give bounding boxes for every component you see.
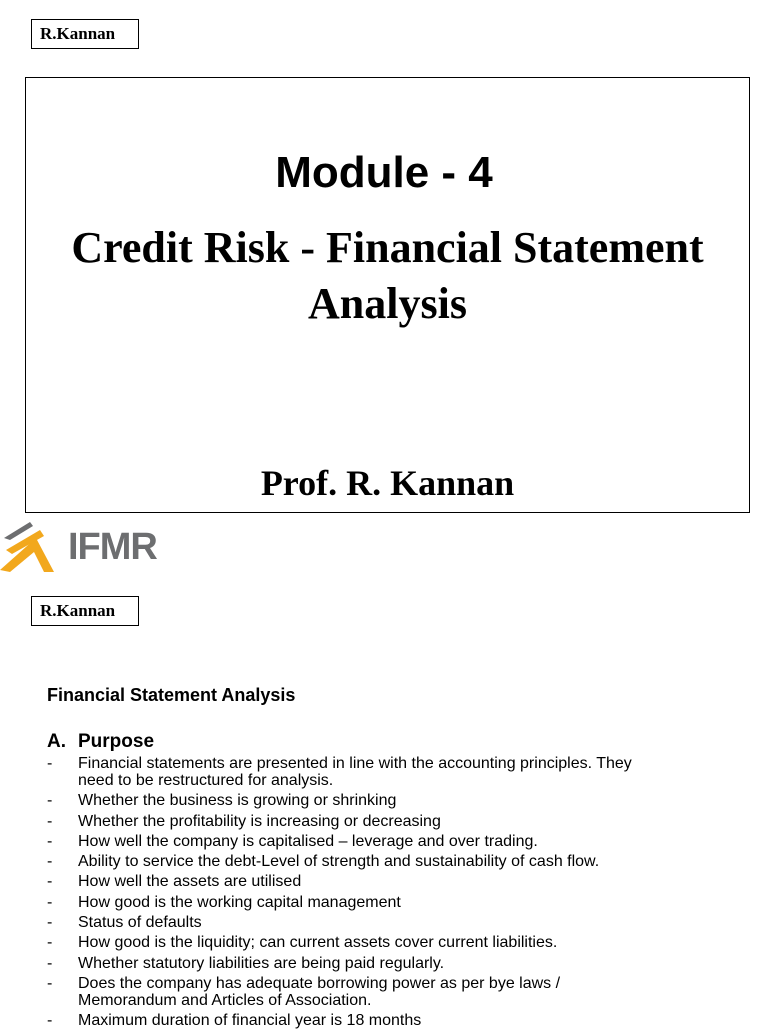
purpose-letter: A.	[47, 731, 66, 752]
bullet-text-line: Whether the profitability is increasing or decreasing	[78, 812, 441, 830]
bullet-marker: -	[47, 954, 53, 972]
bullet-text-line: Ability to service the debt-Level of strength and sustainability of cash flow.	[78, 853, 600, 871]
bullet-text-line: Whether the business is growing or shrinking	[78, 792, 397, 810]
bullet-text-line: Does the company has adequate borrowing power as per bye laws /	[78, 974, 561, 992]
bullet-text-line: Maximum duration of financial year is 18 months	[78, 1012, 422, 1030]
bullet-marker: -	[47, 832, 53, 850]
bullet-marker: -	[47, 893, 53, 911]
bullet-text-line: need to be restructured for analysis.	[78, 772, 334, 789]
bullet-item	[47, 955, 727, 972]
slide-title	[25, 220, 750, 332]
bullet-marker: -	[47, 1012, 53, 1030]
bullet-marker: -	[47, 873, 53, 891]
bullet-text-line: How well the company is capitalised – leverage and over trading.	[78, 832, 538, 850]
bullet-item	[47, 975, 727, 1009]
slide-title-line-2: Analysis	[308, 279, 467, 328]
bullet-item	[47, 792, 727, 809]
bullet-marker: -	[47, 812, 53, 830]
bullet-item	[47, 813, 727, 830]
bullet-item	[47, 755, 727, 789]
bullet-text-line: Financial statements are presented in line with the accounting principles. They	[78, 755, 632, 772]
author-label: R.Kannan	[31, 19, 139, 49]
slide-title-line-1: Credit Risk - Financial Statement	[71, 223, 704, 272]
bullet-item	[47, 934, 727, 951]
module-title: Module - 4	[275, 148, 493, 197]
bullet-item	[47, 914, 727, 931]
bullet-text-line: Status of defaults	[78, 914, 202, 932]
author-label-footer: R.Kannan	[31, 596, 139, 626]
bullet-text-line: Memorandum and Articles of Association.	[78, 991, 372, 1009]
logo-text: IFMR	[68, 526, 157, 568]
purpose-bullet-list	[47, 755, 727, 1033]
bullet-marker: -	[47, 974, 53, 992]
bullet-marker: -	[47, 853, 53, 871]
bullet-marker: -	[47, 934, 53, 952]
bullet-text-line: How good is the working capital management	[78, 893, 401, 911]
bullet-text-line: Whether statutory liabilities are being paid regularly.	[78, 954, 445, 972]
bullet-marker: -	[47, 792, 53, 810]
bullet-item	[47, 873, 727, 890]
bullet-marker: -	[47, 914, 53, 932]
bullet-item	[47, 894, 727, 911]
bullet-text-line: How good is the liquidity; can current assets cover current liabilities.	[78, 934, 558, 952]
bullet-item	[47, 1012, 727, 1029]
bullet-item	[47, 853, 727, 870]
section-title: Financial Statement Analysis	[47, 685, 296, 705]
bullet-text-line: How well the assets are utilised	[78, 873, 302, 891]
purpose-heading	[47, 731, 154, 753]
bullet-item	[47, 833, 727, 850]
purpose-heading-text: Purpose	[78, 731, 155, 752]
bullet-marker: -	[47, 755, 53, 772]
presenter-name: Prof. R. Kannan	[260, 463, 515, 503]
